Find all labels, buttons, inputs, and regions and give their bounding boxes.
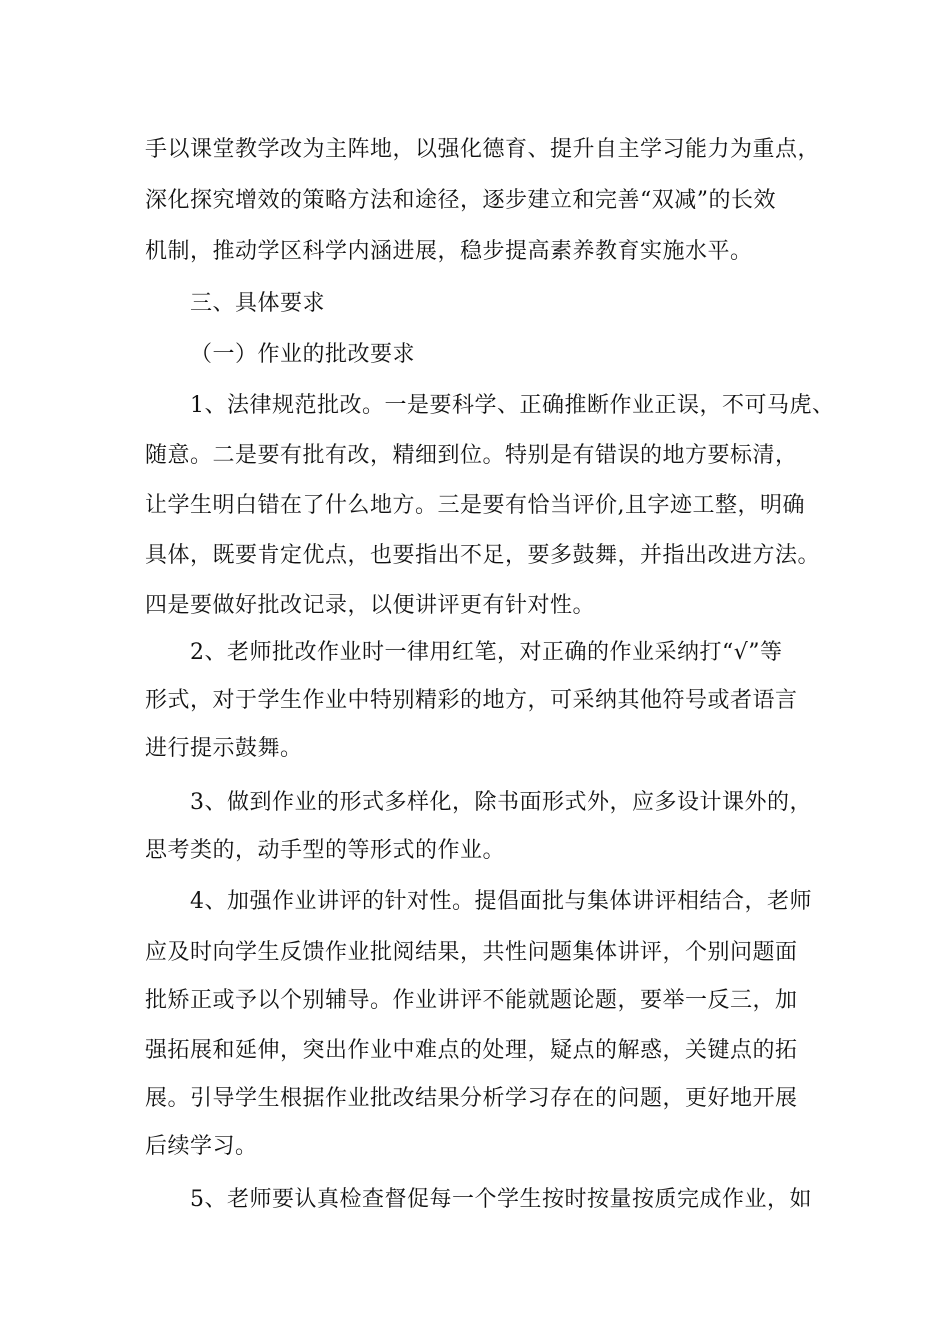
text-line: 应及时向学生反馈作业批阅结果，共性问题集体讲评，个别问题面 xyxy=(145,940,798,965)
text-line: 展。引导学生根据作业批改结果分析学习存在的问题，更好地开展 xyxy=(145,1086,798,1111)
text-line: 深化探究增效的策略方法和途径，逐步建立和完善“双减”的长效 xyxy=(145,188,776,213)
text-line: 进行提示鼓舞。 xyxy=(145,736,303,761)
text-line: 4、加强作业讲评的针对性。提倡面批与集体讲评相结合，老师 xyxy=(190,889,812,914)
text-line: 让学生明白错在了什么地方。三是要有恰当评价,且字迹工整，明确 xyxy=(145,493,805,518)
text-line: 3、做到作业的形式多样化，除书面形式外，应多设计课外的， xyxy=(190,790,812,815)
section-heading: 三、具体要求 xyxy=(190,291,326,316)
text-line: 机制，推动学区科学内涵进展，稳步提高素养教育实施水平。 xyxy=(145,239,753,264)
text-line: 强拓展和延伸，突出作业中难点的处理，疑点的解惑，关键点的拓 xyxy=(145,1038,798,1063)
text-line: 形式，对于学生作业中特别精彩的地方，可采纳其他符号或者语言 xyxy=(145,688,798,713)
text-line: 1、法律规范批改。一是要科学、正确推断作业正误，不可马虎、 xyxy=(190,393,835,418)
text-line: 手以课堂教学改为主阵地，以强化德育、提升自主学习能力为重点， xyxy=(145,137,821,162)
text-line: 具体，既要肯定优点，也要指出不足，要多鼓舞，并指出改进方法。 xyxy=(145,543,821,568)
text-line: 5、老师要认真检查督促每一个学生按时按量按质完成作业，如 xyxy=(190,1187,812,1212)
text-line: 随意。二是要有批有改，精细到位。特别是有错误的地方要标清， xyxy=(145,443,798,468)
text-line: 后续学习。 xyxy=(145,1134,258,1159)
text-line: 思考类的，动手型的等形式的作业。 xyxy=(145,838,506,863)
text-line: 2、老师批改作业时一律用红笔，对正确的作业采纳打“√”等 xyxy=(190,640,783,665)
text-line: 批矫正或予以个别辅导。作业讲评不能就题论题，要举一反三，加 xyxy=(145,988,798,1013)
text-line: 四是要做好批改记录，以便讲评更有针对性。 xyxy=(145,593,596,618)
subsection-heading: （一）作业的批改要求 xyxy=(190,342,416,367)
